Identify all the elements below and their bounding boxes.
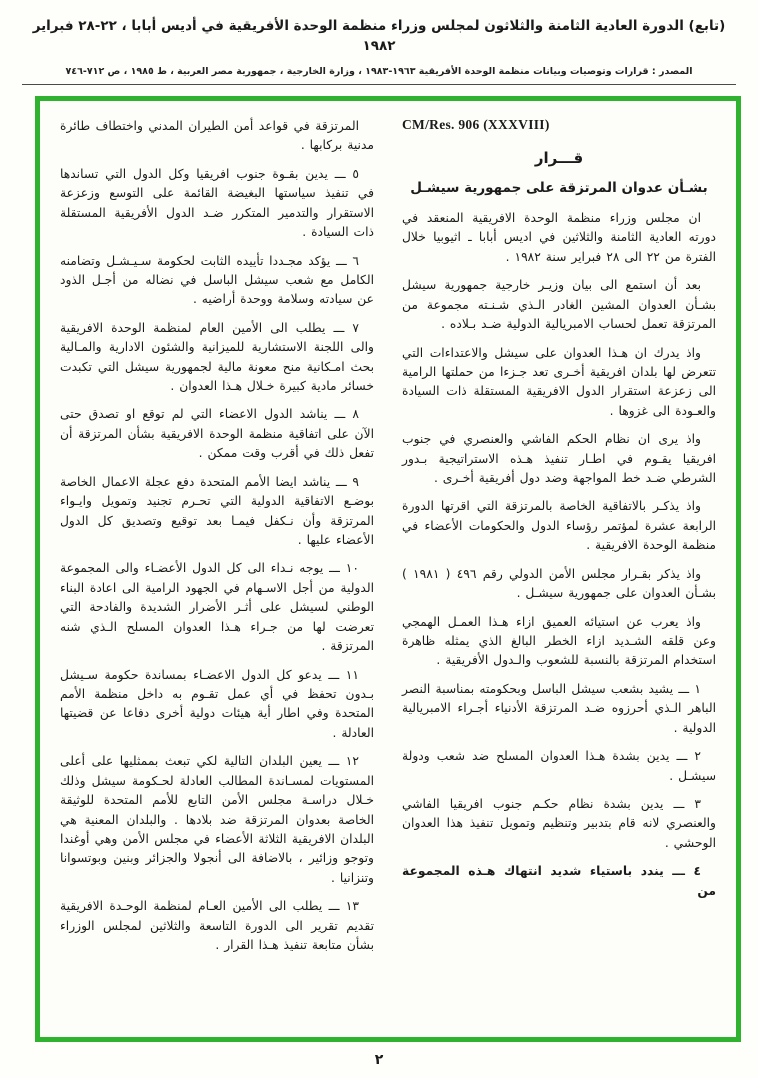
resolution-paragraph: واذ يرى ان نظام الحكم الفاشي والعنصري في جنوب افريقيا يقـوم في اطـار تنفيذ هـذه الاستراتيجية بـدور الشرطي ضـد خط المواجهة وضد دول أفريقية أخـرى .	[402, 432, 716, 486]
resolution-title: قـــرار	[534, 149, 584, 167]
text-columns	[60, 117, 716, 1025]
resolution-paragraph: ١ ـــ يشيد بشعب سيشل الباسل وبحكومته بمناسبة النصر الباهر الـذي أحرزوه ضـد المرتزقة الأدنياء أجـراء الامبريالية الدولية .	[402, 681, 716, 735]
resolution-subtitle: بشـأن عدوان المرتزقة على جمهورية سيشـل	[410, 180, 708, 196]
resolution-paragraph: بعد أن استمع الى بيان وزيـر خارجية جمهورية سيشل بشـأن العدوان المشين الغادر الـذي شـنـته مجموعة من المرتزقة تعمل لحساب الامبريالية الدولية ضـد بـلاده .	[402, 278, 716, 332]
header-session-title: (تابع) الدورة العادية الثامنة والثلاثون لمجلس وزراء منظمة الوحدة الأفريقية في أديس أبابا ، ٢٢-٢٨ فبراير ١٩٨٢	[32, 18, 726, 55]
resolution-paragraph: ٧ ـــ يطلب الى الأمين العام لمنظمة الوحدة الافريقية والى اللجنة الاستشارية للميزانية والشئون الادارية والمـالية بحث امـكانية منح معونة مالية لجمهورية سيشل التي تكبدت خسائر مادية كبيرة خـلال هـذا العدوان .	[60, 320, 374, 394]
resolution-paragraph: ٥ ـــ يدين بقـوة جنوب افريقيا وكل الدول التي تساندها في تنفيذ سياستها البغيضة القائمة على التوسع وزعزعة الاستقرار والتدمير المتكرر ضـد الدول الأفريقية المستقلة ذات السيادة .	[60, 166, 374, 240]
resolution-paragraph: ٢ ـــ يدين بشدة هـذا العدوان المسلح ضد شعب ودولة سيشـل .	[402, 749, 716, 783]
page-header	[22, 16, 736, 85]
resolution-paragraph: ٦ ـــ يؤكد مجـددا تأييده الثابت لحكومة سـيـشـل وتضامنه الكامل مع شعب سيشل الباسل في نضاله من أجـل الذود عن سيادته وسلامة ووحدة أراضيه .	[60, 253, 374, 307]
resolution-paragraph: ٨ ـــ يناشد الدول الاعضاء التي لم توقع او تصدق حتى الآن على اتفاقية منظمة الوحدة الافريقية بشأن المرتزقة أن تفعل ذلك في أقرب وقت ممكن .	[60, 407, 374, 461]
resolution-paragraph: ١١ ـــ يدعو كل الدول الاعضـاء بمساندة حكومة سـيشل بـدون تحفظ في أي عمل تقـوم به داخل منظمة الأمم المتحدة وفي اطار أية هيئات دولية أخرى دفاعا عن قضيتها العادلة .	[60, 667, 374, 740]
resolution-paragraph: ١٠ ـــ يوجه نـداء الى كل الدول الأعضـاء والى المجموعة الدولية من أجل الاسـهام في الجهود الرامية الى اعادة البناء الوطني لسيشل على أثـر الأضرار الشديدة والفادحة التي تعرضت لها من جـراء هـذا العدوان المسلح الـذي شنه المرتزقة .	[60, 561, 374, 654]
resolution-paragraph: واذ يذكر بقـرار مجلس الأمن الدولي رقم ٤٩٦ ( ١٩٨١ ) بشـأن العدوان على جمهورية سيشـل .	[402, 566, 716, 601]
column-first	[402, 117, 716, 1025]
column-second	[60, 117, 374, 1025]
header-divider	[22, 84, 736, 85]
resolution-reference: CM/Res. 906 (XXXVIII)	[402, 117, 550, 132]
resolution-paragraph: المرتزقة في قواعد أمن الطيران المدني واختطاف طائرة مدنية بركابها .	[60, 119, 374, 153]
resolution-paragraph: ٩ ـــ يناشد ايضا الأمم المتحدة دفع عجلة الاعمال الخاصة بوضـع الاتفاقية الدولية التي تحـرم تجنيد وتمويل وايـواء المرتزقة وأن نـكفل فيمـا بعد توقيع وتصديق كل الدول الأعضاء عليها .	[60, 474, 374, 548]
resolution-paragraph: ١٣ ـــ يطلب الى الأمين العـام لمنظمة الوحـدة الافريقية تقديم تقرير الى الدورة التاسعة والثلاثين لمجلس الوزراء بشأن متابعة تنفيذ هـذا القرار .	[60, 899, 374, 953]
page-number: ٢	[374, 1052, 384, 1068]
header-source-line: المصدر : قرارات وتوصيات وبيانات منظمة الوحدة الأفريقية ١٩٦٣-١٩٨٣ ، وزارة الخارجية ، جمهورية مصر العربية ، ط ١٩٨٥ ، ص ٧١٢-٧٤٦	[65, 65, 693, 77]
resolution-paragraph: ٤ ـــ يندد باستياء شديد انتهاك هـذه المجموعة من	[402, 864, 716, 898]
resolution-paragraph: واذ يذكـر بالاتفاقية الخاصة بالمرتزقة التي اقرتها الدورة الرابعة عشرة لمؤتمر رؤساء الدول والحكومات الأعضاء في منظمة الوحدة الافريقية .	[402, 499, 716, 553]
resolution-paragraph: ١٢ ـــ يعين البلدان التالية لكي تبعث بممثليها على أعلى المستويات لمسـاندة المطالب العادلة لحـكومة سيشل وذلك خـلال دراسـة مجلس الأمن التابع للأمم المتحدة للوثيقة الخاصة بعدوان المرتزقة ضد بلادها . والبلدان المعنية هي البلدان الافريقية الثلاثة الأعضاء في مجلس الأمن وهي أوغندا وتوجو وزائير ، بالاضافة الى أنجولا والجزائر وبنين وبوتسوانا وتنزانيا .	[60, 754, 374, 885]
resolution-paragraph: واذ يدرك ان هـذا العدوان على سيشل والاعتداءات التي تتعرض لها بلدان افريقية أخـرى تعد جـزءا من حملتها الرامية الى زعزعة استقرار الدول الافريقية المستقلة ذات السيادة والعـودة الى غزوها .	[402, 345, 716, 418]
resolution-paragraph: واذ يعرب عن استيائه العميق ازاء هـذا العمـل الهمجي وعن قلقه الشـديد ازاء الخطر البالغ الذي يمثله ظاهرة استخدام المرتزقة بالنسبة للشعوب والـدول الأفريقية .	[402, 614, 716, 668]
resolution-paragraph: ان مجلس وزراء منظمة الوحدة الافريقية المنعقد في دورته العادية الثامنة والثلاثين في اديس أبابا ـ اثيوبيا خلال الفترة من ٢٢ الى ٢٨ فبراير سنة ١٩٨٢ .	[402, 211, 716, 264]
resolution-paragraph: ٣ ـــ يدين بشدة نظام حكـم جنوب افريقيا الفاشي والعنصري لانه قام بتدبير وتنظيم وتمويل تنفيذ هذا العدوان الوحشي .	[402, 796, 716, 850]
scan-frame	[35, 96, 741, 1042]
